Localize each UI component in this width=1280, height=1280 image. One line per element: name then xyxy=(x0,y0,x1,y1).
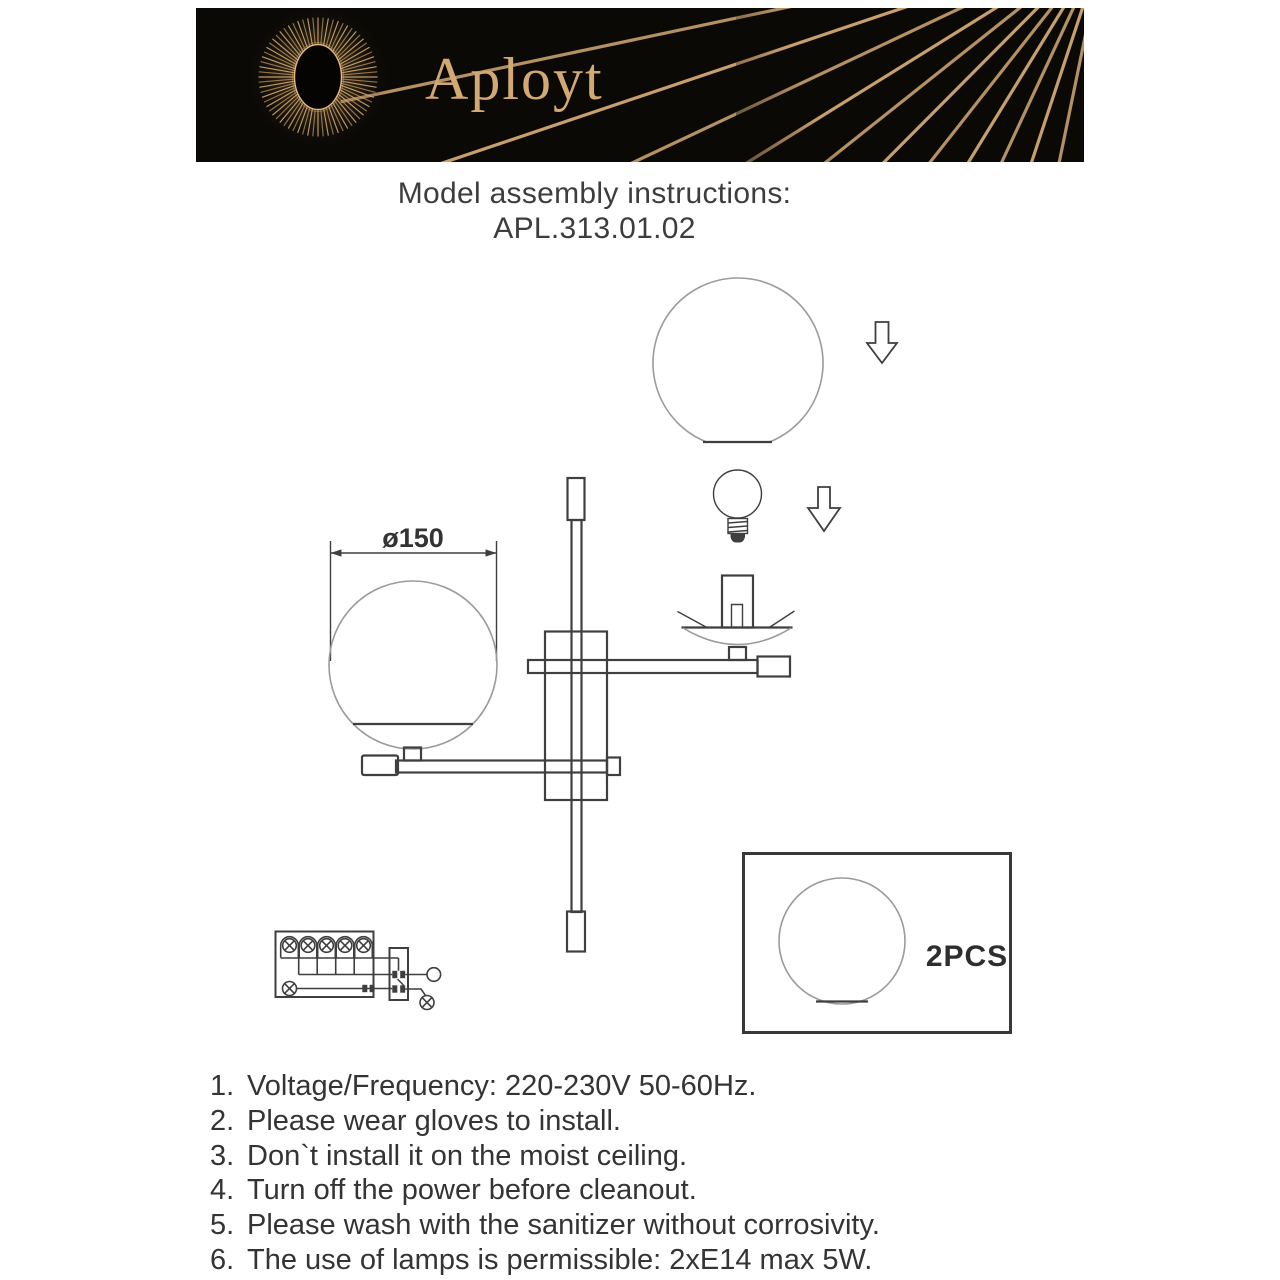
wiring-diagram xyxy=(276,932,441,1010)
parts-count-label: 2PCS xyxy=(925,940,1009,973)
sunburst-logo-icon xyxy=(246,8,390,149)
list-item xyxy=(210,1070,756,1103)
item-text: Don`t install it on the moist ceiling. xyxy=(247,1140,688,1172)
list-item xyxy=(210,1105,621,1138)
item-text: Turn off the power before cleanout. xyxy=(247,1174,697,1206)
page-title: Model assembly instructions: xyxy=(397,177,792,210)
item-text: Please wear gloves to install. xyxy=(247,1105,621,1137)
glass-globe-left xyxy=(329,581,497,749)
assembly-diagram xyxy=(150,260,1050,1060)
model-number: APL.313.01.02 xyxy=(493,212,696,245)
title-block xyxy=(0,176,1189,246)
list-item xyxy=(210,1140,687,1173)
item-text: Voltage/Frequency: 220-230V 50-60Hz. xyxy=(247,1070,757,1102)
list-item xyxy=(210,1244,872,1277)
list-item xyxy=(210,1174,697,1207)
brand-banner xyxy=(196,8,1084,162)
glass-globe-top xyxy=(653,278,823,442)
item-number: 2. xyxy=(210,1105,235,1137)
down-arrow-icon-2 xyxy=(808,487,840,531)
item-text: Please wash with the sanitizer without corrosivity. xyxy=(247,1209,880,1241)
parts-count-box xyxy=(744,854,1011,1033)
dimension-annotation xyxy=(331,523,497,661)
item-number: 5. xyxy=(210,1209,235,1241)
dimension-label: ø150 xyxy=(382,523,444,553)
item-number: 6. xyxy=(210,1244,235,1276)
item-text: The use of lamps is permissible: 2xE14 max 5W. xyxy=(247,1244,873,1276)
brand-logotype: Aployt xyxy=(425,46,604,112)
light-bulb xyxy=(714,470,762,543)
item-number: 1. xyxy=(210,1070,235,1102)
banner-graphics xyxy=(196,8,1084,162)
ray-fan-fade xyxy=(736,8,1084,162)
down-arrow-icon-1 xyxy=(867,322,897,363)
lamp-symbols-row xyxy=(281,937,373,958)
item-number: 4. xyxy=(210,1174,235,1206)
item-number: 3. xyxy=(210,1140,235,1172)
list-item xyxy=(210,1209,880,1242)
